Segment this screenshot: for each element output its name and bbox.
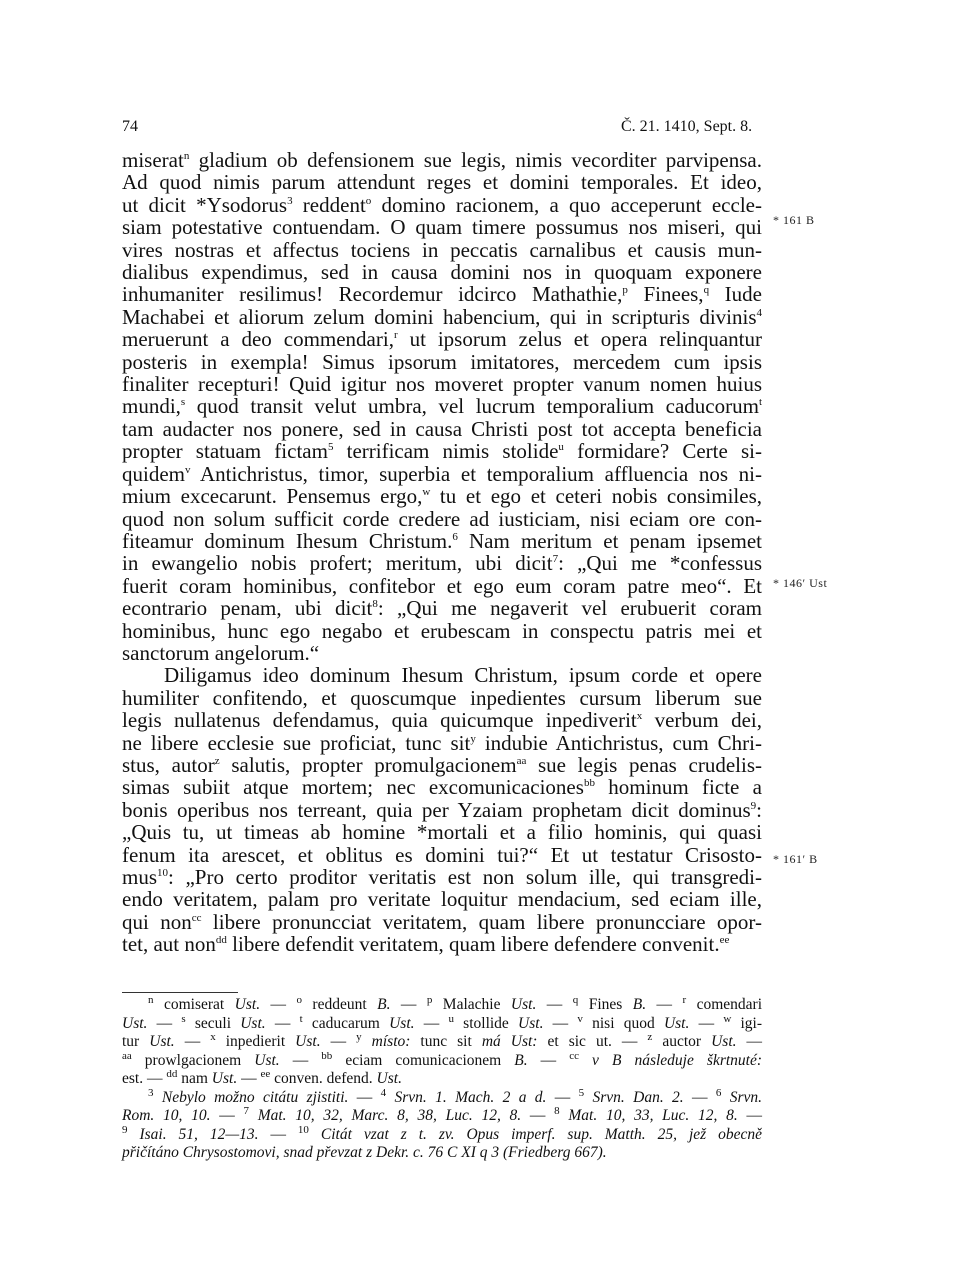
commentary-line: Rom. 10, 10. — $^7$ Mat. 10, 32, Marc. 8, 38, Luc. 12, 8. — $^8$ Mat. 10, 33, Luc. 12, 8. — [122, 1104, 763, 1124]
text-line: stus, autor$^z$ salutis, propter promulgacionem$^{aa}$ sue legis penas crudelis- [122, 752, 762, 777]
text-line: qui non$^{cc}$ libere pronuncciat veritatem, quam libere pronuncciare opor- [122, 909, 762, 934]
text-line: ne libere ecclesie sue proficiat, tunc sit$^y$ indubie Antichristus, cum Chri- [122, 730, 762, 755]
text-line: econtrario penam, ubi dicit$^8$: „Qui me negaverit vel erubuerit coram [122, 596, 762, 621]
paragraph-1 [122, 149, 762, 664]
text-line: ut dicit *Ysodorus$^3$ reddent$^o$ domino racionem, a quo acceperunt eccle- [122, 192, 762, 217]
text-line: quod non solum sufficit corde credere ad iusticiam, nisi eciam ore con- [122, 506, 762, 531]
page-number: 74 [122, 118, 138, 135]
text-line: miserat$^n$ gladium ob defensionem sue legis, nimis vecorditer parvipensa. [122, 148, 762, 172]
text-line: dialibus expendimus, sed in causa domini nos in quoquam exponere [122, 260, 762, 285]
text-line: „Quis tu, ut timeas ab homine *mortali et a filio hominis, qui quasi [122, 820, 762, 845]
text-line: mium excecarunt. Pensemus ergo,$^w$ tu et ego et ceteri nobis consimiles, [122, 484, 763, 509]
text-line: mus$^{10}$: „Pro certo proditor veritatis est non solum ille, qui transgredi- [122, 865, 762, 889]
margin-note-146ust: * 146′ Ust [773, 576, 828, 590]
text-line: fuerit coram hominibus, confitebor et ego eum coram patre meo“. Et [122, 573, 762, 598]
apparatus-line: tur Ust. — $^x$ inpedierit Ust. — $^y$ místo: tunc sit má Ust: et sic ut. — $^z$ auctor Ust. — [122, 1030, 763, 1050]
critical-apparatus [122, 993, 763, 1089]
footnote-divider [122, 992, 238, 993]
footnotes [122, 993, 763, 1163]
paragraph-2 [122, 664, 762, 955]
text-line: Ad quod nimis parum attendunt reges et domini temporales. Et ideo, [122, 170, 762, 195]
text-line: finaliter recepturi! Quid igitur nos moveret propter vanum nomen huius [122, 372, 762, 397]
apparatus-line: est. — $^{dd}$ nam Ust. — $^{ee}$ conven. defend. Ust. [122, 1067, 402, 1087]
text-line: vires nostras et affectus tociens in peccatis carnalibus et causis mun- [122, 237, 762, 262]
text-line: legis nullatenus defendamus, quia quicumque inpediverit$^x$ verbum dei, [122, 708, 762, 733]
commentary-line: přičítáno Chrysostomovi, snad převzat z Dekr. c. 76 C XI q 3 (Friedberg 667). [122, 1144, 607, 1161]
text-line: humiliter confitendo, et quoscumque inpedientes cursum liberum sue [122, 685, 762, 710]
text-line: fenum ita arescet, et oblitus es domini tui?“ Et ut testatur Crisosto- [122, 842, 762, 867]
margin-note-161b: * 161 B [773, 213, 815, 227]
commentary-line: $^9$ Isai. 51, 12—13. — $^{10}$ Citát vzat z t. zv. Opus imperf. sup. Matth. 25, jež obecně [122, 1123, 763, 1143]
main-text [122, 149, 762, 956]
text-line: tam audacter nos ponere, sed in causa Christi post tot accepta beneficia [122, 416, 762, 441]
commentary-line: $^3$ Nebylo možno citátu zjistiti. — $^4$ Srvn. 1. Mach. 2 a d. — $^5$ Srvn. Dan. 2. — $^6$ Srvn. [148, 1086, 763, 1106]
text-line: propter statuam fictam$^5$ terrificam nimis stolide$^u$ formidare? Certe si- [122, 439, 762, 464]
text-line: quidem$^v$ Antichristus, timor, superbia et temporalium affluencia nos ni- [122, 461, 762, 486]
text-line: bonis operibus nos terreant, quia per Yzaiam prophetam dicit dominus$^9$: [122, 797, 762, 822]
text-line: siam potestative contuendam. O quam timere possumus nos miseri, qui [122, 215, 762, 240]
apparatus-line: $^n$ comiserat Ust. — $^o$ reddeunt B. — $^p$ Malachie Ust. — $^q$ Fines B. — $^r$ comendari [148, 993, 763, 1013]
text-line: mundi,$^s$ quod transit velut umbra, vel lucrum temporalium caducorum$^t$ [122, 394, 762, 419]
apparatus-line: $^{aa}$ prowlgacionem Ust. — $^{bb}$ eciam comunicacionem B. — $^{cc}$ v B následuje škrtnuté: [122, 1049, 763, 1069]
text-line: sanctorum angelorum.“ [122, 640, 320, 665]
text-line: meruerunt a deo commendari,$^r$ ut ipsorum zelus et opera relinquantur [122, 327, 762, 352]
apparatus-line: Ust. — $^s$ seculi Ust. — $^t$ caducarum Ust. — $^u$ stollide Ust. — $^v$ nisi quod Ust. — $^w$ igi- [122, 1012, 763, 1032]
text-line: hominibus, hunc ego negabo et erubescam in conspectu patris mei et [122, 618, 762, 643]
text-line: Diligamus ideo dominum Ihesum Christum, ipsum corde et opere [164, 663, 762, 688]
text-line: fiteamur dominum Ihesum Christum.$^6$ Nam meritum et penam ipsemet [122, 528, 762, 553]
commentary-notes [122, 1086, 763, 1163]
text-line: Machabei et aliorum zelum domini habencium, qui in scripturis divinis$^4$ [122, 304, 762, 329]
text-line: simas subiit atque mortem; nec excomunicaciones$^{bb}$ hominum ficte a [122, 775, 762, 800]
text-line: in ewangelio nobis profert; meritum, ubi dicit$^7$: „Qui me *confessus [122, 551, 762, 576]
text-line: posteris in exempla! Simus ipsorum imitatores, mercedem cum ipsis [122, 349, 762, 374]
text-line: tet, aut non$^{dd}$ libere defendit veritatem, quam libere defendere convenit.$^{ee}$ [122, 932, 730, 957]
text-line: inhumaniter resilimus! Recordemur idcirco Mathathie,$^p$ Finees,$^q$ Iude [122, 282, 762, 307]
text-line: endo veritatem, palam pro veritate loquitur mendacium, sed eciam ille, [122, 887, 762, 912]
running-head: Č. 21. 1410, Sept. 8. [621, 118, 753, 135]
margin-note-161b-verso: * 161′ B [773, 852, 818, 866]
